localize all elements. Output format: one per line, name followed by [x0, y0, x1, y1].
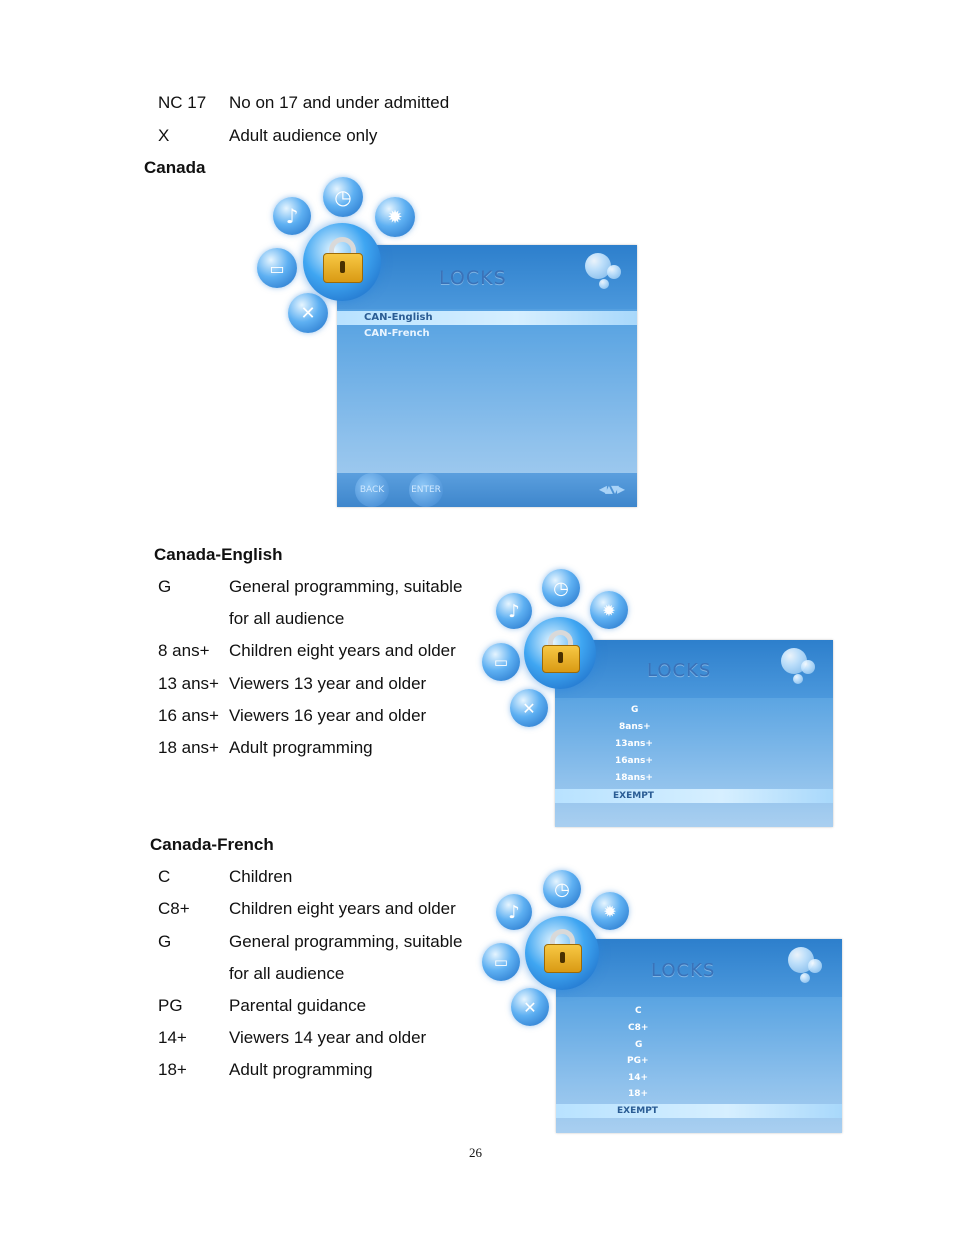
menu-item-g[interactable]: G: [631, 705, 639, 715]
rating-desc: for all audience: [229, 964, 345, 983]
menu-item-18ans[interactable]: 18ans+: [615, 773, 653, 783]
rating-code: C8+: [158, 899, 190, 918]
lock-icon[interactable]: [525, 916, 599, 990]
lock-icon[interactable]: [524, 617, 596, 689]
rating-code: PG: [158, 996, 183, 1015]
rating-desc: for all audience: [229, 609, 345, 628]
menu-item-g[interactable]: G: [635, 1040, 643, 1050]
rating-code: 13 ans+: [158, 674, 219, 693]
lock-icon[interactable]: [303, 223, 381, 301]
rating-desc: Adult programming: [229, 738, 373, 757]
clock-icon[interactable]: ◷: [542, 569, 580, 607]
rating-desc: Parental guidance: [229, 996, 367, 1015]
page-number: 26: [469, 1145, 482, 1160]
tools-icon[interactable]: ✕: [288, 293, 328, 333]
section-heading-canada: Canada: [144, 158, 206, 177]
menu-item-13ans[interactable]: 13ans+: [615, 739, 653, 749]
locks-menu-screenshot-canada-english: [480, 565, 836, 830]
rating-desc: General programming, suitable: [229, 577, 463, 596]
rating-code: C: [158, 867, 171, 886]
tools-icon[interactable]: ✕: [510, 689, 548, 727]
rating-desc: Viewers 14 year and older: [229, 1028, 427, 1047]
menu-item-can-english[interactable]: CAN-English: [337, 311, 637, 325]
rating-desc: Children: [229, 867, 293, 886]
enter-button[interactable]: ENTER: [409, 473, 443, 507]
locks-panel: [337, 245, 637, 507]
locks-title: LOCKS: [647, 660, 712, 681]
locks-title: LOCKS: [439, 267, 507, 289]
locks-title: LOCKS: [651, 960, 716, 981]
rating-code: NC 17: [158, 93, 207, 112]
rating-code: 16 ans+: [158, 706, 219, 725]
menu-item-14[interactable]: 14+: [628, 1073, 649, 1083]
locks-panel: [556, 939, 842, 1133]
section-heading-canada-french: Canada-French: [150, 835, 274, 854]
menu-footer: [337, 473, 637, 507]
clock-icon[interactable]: ◷: [323, 177, 363, 217]
monitor-icon[interactable]: ▭: [482, 643, 520, 681]
rating-desc: General programming, suitable: [229, 932, 463, 951]
music-note-icon[interactable]: ♪: [273, 197, 311, 235]
menu-item-exempt[interactable]: EXEMPT: [555, 789, 833, 803]
rating-desc: Adult programming: [229, 1060, 373, 1079]
tools-icon[interactable]: ✕: [511, 988, 549, 1026]
locks-panel: [555, 640, 833, 827]
rating-code: 18 ans+: [158, 738, 219, 757]
rating-code: G: [158, 932, 172, 951]
music-note-icon[interactable]: ♪: [496, 593, 532, 629]
menu-item-exempt[interactable]: EXEMPT: [556, 1104, 842, 1118]
gear-icon[interactable]: ✹: [591, 892, 629, 930]
monitor-icon[interactable]: ▭: [257, 248, 297, 288]
rating-code: 8 ans+: [158, 641, 210, 660]
menu-item-c8[interactable]: C8+: [628, 1023, 649, 1033]
rating-code: X: [158, 126, 170, 145]
menu-item-pg[interactable]: PG+: [627, 1056, 649, 1066]
rating-code: 18+: [158, 1060, 187, 1079]
section-heading-canada-english: Canada-English: [154, 545, 283, 564]
rating-desc: Viewers 16 year and older: [229, 706, 427, 725]
rating-code: G: [158, 577, 172, 596]
monitor-icon[interactable]: ▭: [482, 943, 520, 981]
rating-desc: No on 17 and under admitted: [229, 93, 450, 112]
back-button[interactable]: BACK: [355, 473, 389, 507]
menu-item-18[interactable]: 18+: [628, 1089, 649, 1099]
rating-desc: Adult audience only: [229, 126, 378, 145]
nav-arrows-icon: ◂▴▾▸: [598, 481, 623, 498]
menu-item-c[interactable]: C: [635, 1006, 642, 1016]
music-note-icon[interactable]: ♪: [496, 894, 532, 930]
menu-item-can-french[interactable]: CAN-French: [364, 328, 430, 339]
locks-menu-screenshot-canada-french: [480, 866, 845, 1136]
rating-desc: Children eight years and older: [229, 641, 456, 660]
rating-code: 14+: [158, 1028, 187, 1047]
menu-item-8ans[interactable]: 8ans+: [619, 722, 651, 732]
clock-icon[interactable]: ◷: [543, 870, 581, 908]
gear-icon[interactable]: ✹: [375, 197, 415, 237]
rating-desc: Viewers 13 year and older: [229, 674, 427, 693]
menu-item-16ans[interactable]: 16ans+: [615, 756, 653, 766]
rating-desc: Children eight years and older: [229, 899, 456, 918]
gear-icon[interactable]: ✹: [590, 591, 628, 629]
locks-menu-screenshot-canada: [255, 175, 640, 510]
